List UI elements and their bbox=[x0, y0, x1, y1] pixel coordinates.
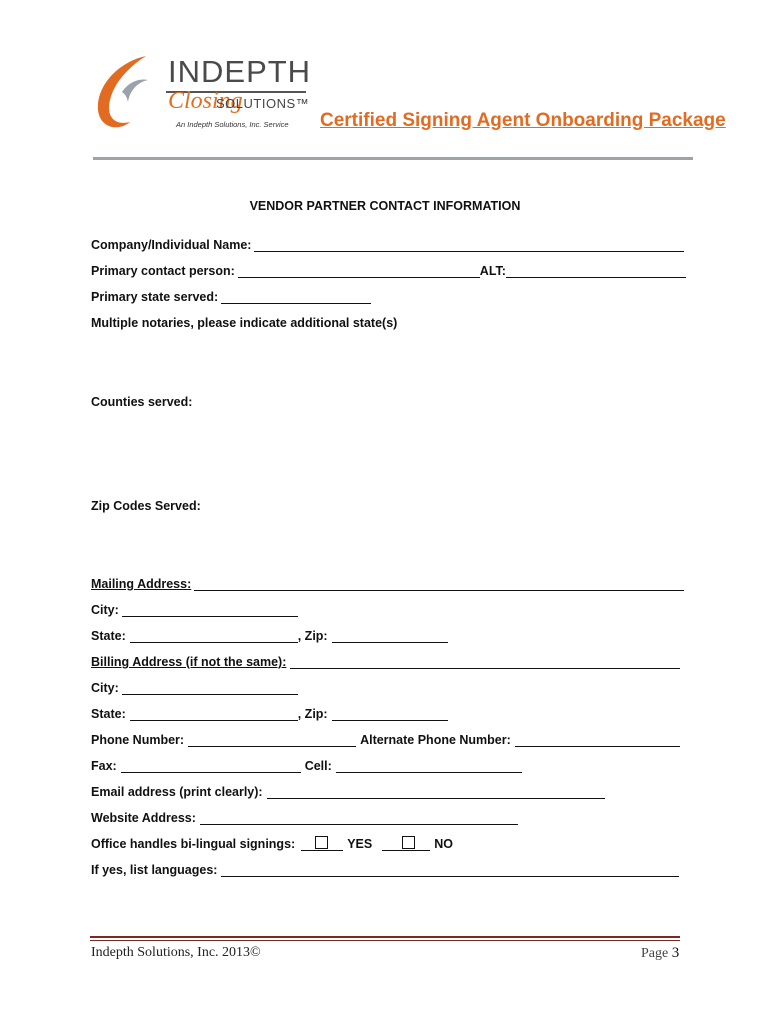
counties-label: Counties served: bbox=[91, 395, 193, 409]
zip2-field[interactable] bbox=[332, 707, 448, 721]
yes-blank bbox=[301, 837, 343, 851]
zip-codes-row bbox=[91, 499, 201, 513]
billing-address-row bbox=[91, 655, 680, 669]
website-label: Website Address: bbox=[91, 811, 196, 825]
company-name-row bbox=[91, 238, 684, 252]
counties-row bbox=[91, 395, 192, 409]
state2-label: State: bbox=[91, 707, 126, 721]
billing-address-label: Billing Address (if not the same): bbox=[91, 655, 287, 669]
company-logo bbox=[88, 52, 310, 134]
primary-state-row bbox=[91, 290, 371, 304]
primary-contact-row bbox=[91, 264, 686, 278]
zip-label: , Zip: bbox=[297, 629, 328, 643]
languages-row bbox=[91, 863, 679, 877]
yes-checkbox[interactable] bbox=[315, 836, 328, 849]
zip-field[interactable] bbox=[332, 629, 448, 643]
fax-label: Fax: bbox=[91, 759, 117, 773]
primary-state-label: Primary state served: bbox=[91, 290, 219, 304]
logo-main-text: INDEPTH bbox=[168, 54, 312, 89]
logo-tagline: An Indepth Solutions, Inc. Service bbox=[176, 120, 289, 129]
languages-field[interactable] bbox=[221, 863, 679, 877]
no-checkbox[interactable] bbox=[402, 836, 415, 849]
no-blank bbox=[382, 837, 430, 851]
cell-label: Cell: bbox=[304, 759, 332, 773]
page-number: 3 bbox=[671, 945, 680, 961]
website-row bbox=[91, 811, 518, 825]
state-label: State: bbox=[91, 629, 126, 643]
footer-copyright: Indepth Solutions, Inc. 2013© bbox=[91, 945, 261, 960]
city-field[interactable] bbox=[122, 603, 298, 617]
fax-cell-row bbox=[91, 759, 522, 773]
logo-script-text: Closing bbox=[168, 88, 243, 114]
state2-field[interactable] bbox=[130, 707, 298, 721]
document-title: Certified Signing Agent Onboarding Package bbox=[320, 110, 726, 131]
zip-codes-area[interactable] bbox=[91, 519, 681, 574]
mailing-address-row bbox=[91, 577, 684, 591]
footer-divider-thin bbox=[90, 940, 680, 941]
multiple-notaries-label: Multiple notaries, please indicate additional state(s) bbox=[91, 316, 398, 330]
billing-address-field[interactable] bbox=[290, 655, 680, 669]
alt-phone-field[interactable] bbox=[515, 733, 680, 747]
primary-state-field[interactable] bbox=[221, 290, 371, 304]
state-field[interactable] bbox=[130, 629, 298, 643]
zip-codes-label: Zip Codes Served: bbox=[91, 499, 201, 513]
email-row bbox=[91, 785, 605, 799]
primary-contact-label: Primary contact person: bbox=[91, 264, 235, 278]
state-zip2-row bbox=[91, 707, 448, 721]
email-label: Email address (print clearly): bbox=[91, 785, 263, 799]
city2-row bbox=[91, 681, 298, 695]
website-field[interactable] bbox=[200, 811, 518, 825]
swoosh-icon bbox=[88, 52, 168, 134]
mailing-address-field[interactable] bbox=[194, 577, 684, 591]
mailing-address-label: Mailing Address: bbox=[91, 577, 192, 591]
yes-label: YES bbox=[347, 837, 373, 851]
city-label: City: bbox=[91, 603, 119, 617]
email-field[interactable] bbox=[267, 785, 605, 799]
languages-label: If yes, list languages: bbox=[91, 863, 218, 877]
header-divider bbox=[93, 157, 693, 160]
state-zip-row bbox=[91, 629, 448, 643]
company-name-field[interactable] bbox=[254, 238, 684, 252]
phone-label: Phone Number: bbox=[91, 733, 185, 747]
page-label: Page bbox=[641, 946, 669, 961]
multiple-notaries-row bbox=[91, 316, 397, 330]
city2-field[interactable] bbox=[122, 681, 298, 695]
section-title: VENDOR PARTNER CONTACT INFORMATION bbox=[249, 199, 521, 213]
city2-label: City: bbox=[91, 681, 119, 695]
primary-contact-field[interactable] bbox=[238, 264, 480, 278]
logo-solutions-text: SOLUTIONS™ bbox=[216, 96, 310, 111]
alt-label: ALT: bbox=[479, 264, 506, 278]
city-row bbox=[91, 603, 298, 617]
alt-phone-label: Alternate Phone Number: bbox=[360, 733, 511, 747]
bilingual-row bbox=[91, 837, 453, 851]
footer-divider bbox=[90, 936, 680, 938]
zip2-label: , Zip: bbox=[297, 707, 328, 721]
cell-field[interactable] bbox=[336, 759, 522, 773]
bilingual-label: Office handles bi-lingual signings: bbox=[91, 837, 296, 851]
phone-row bbox=[91, 733, 680, 747]
alt-field[interactable] bbox=[506, 264, 686, 278]
company-name-label: Company/Individual Name: bbox=[91, 238, 252, 252]
additional-states-area[interactable] bbox=[91, 336, 681, 386]
counties-area[interactable] bbox=[91, 415, 681, 495]
no-label: NO bbox=[434, 837, 453, 851]
fax-field[interactable] bbox=[121, 759, 301, 773]
phone-field[interactable] bbox=[188, 733, 356, 747]
footer-page bbox=[641, 945, 679, 962]
